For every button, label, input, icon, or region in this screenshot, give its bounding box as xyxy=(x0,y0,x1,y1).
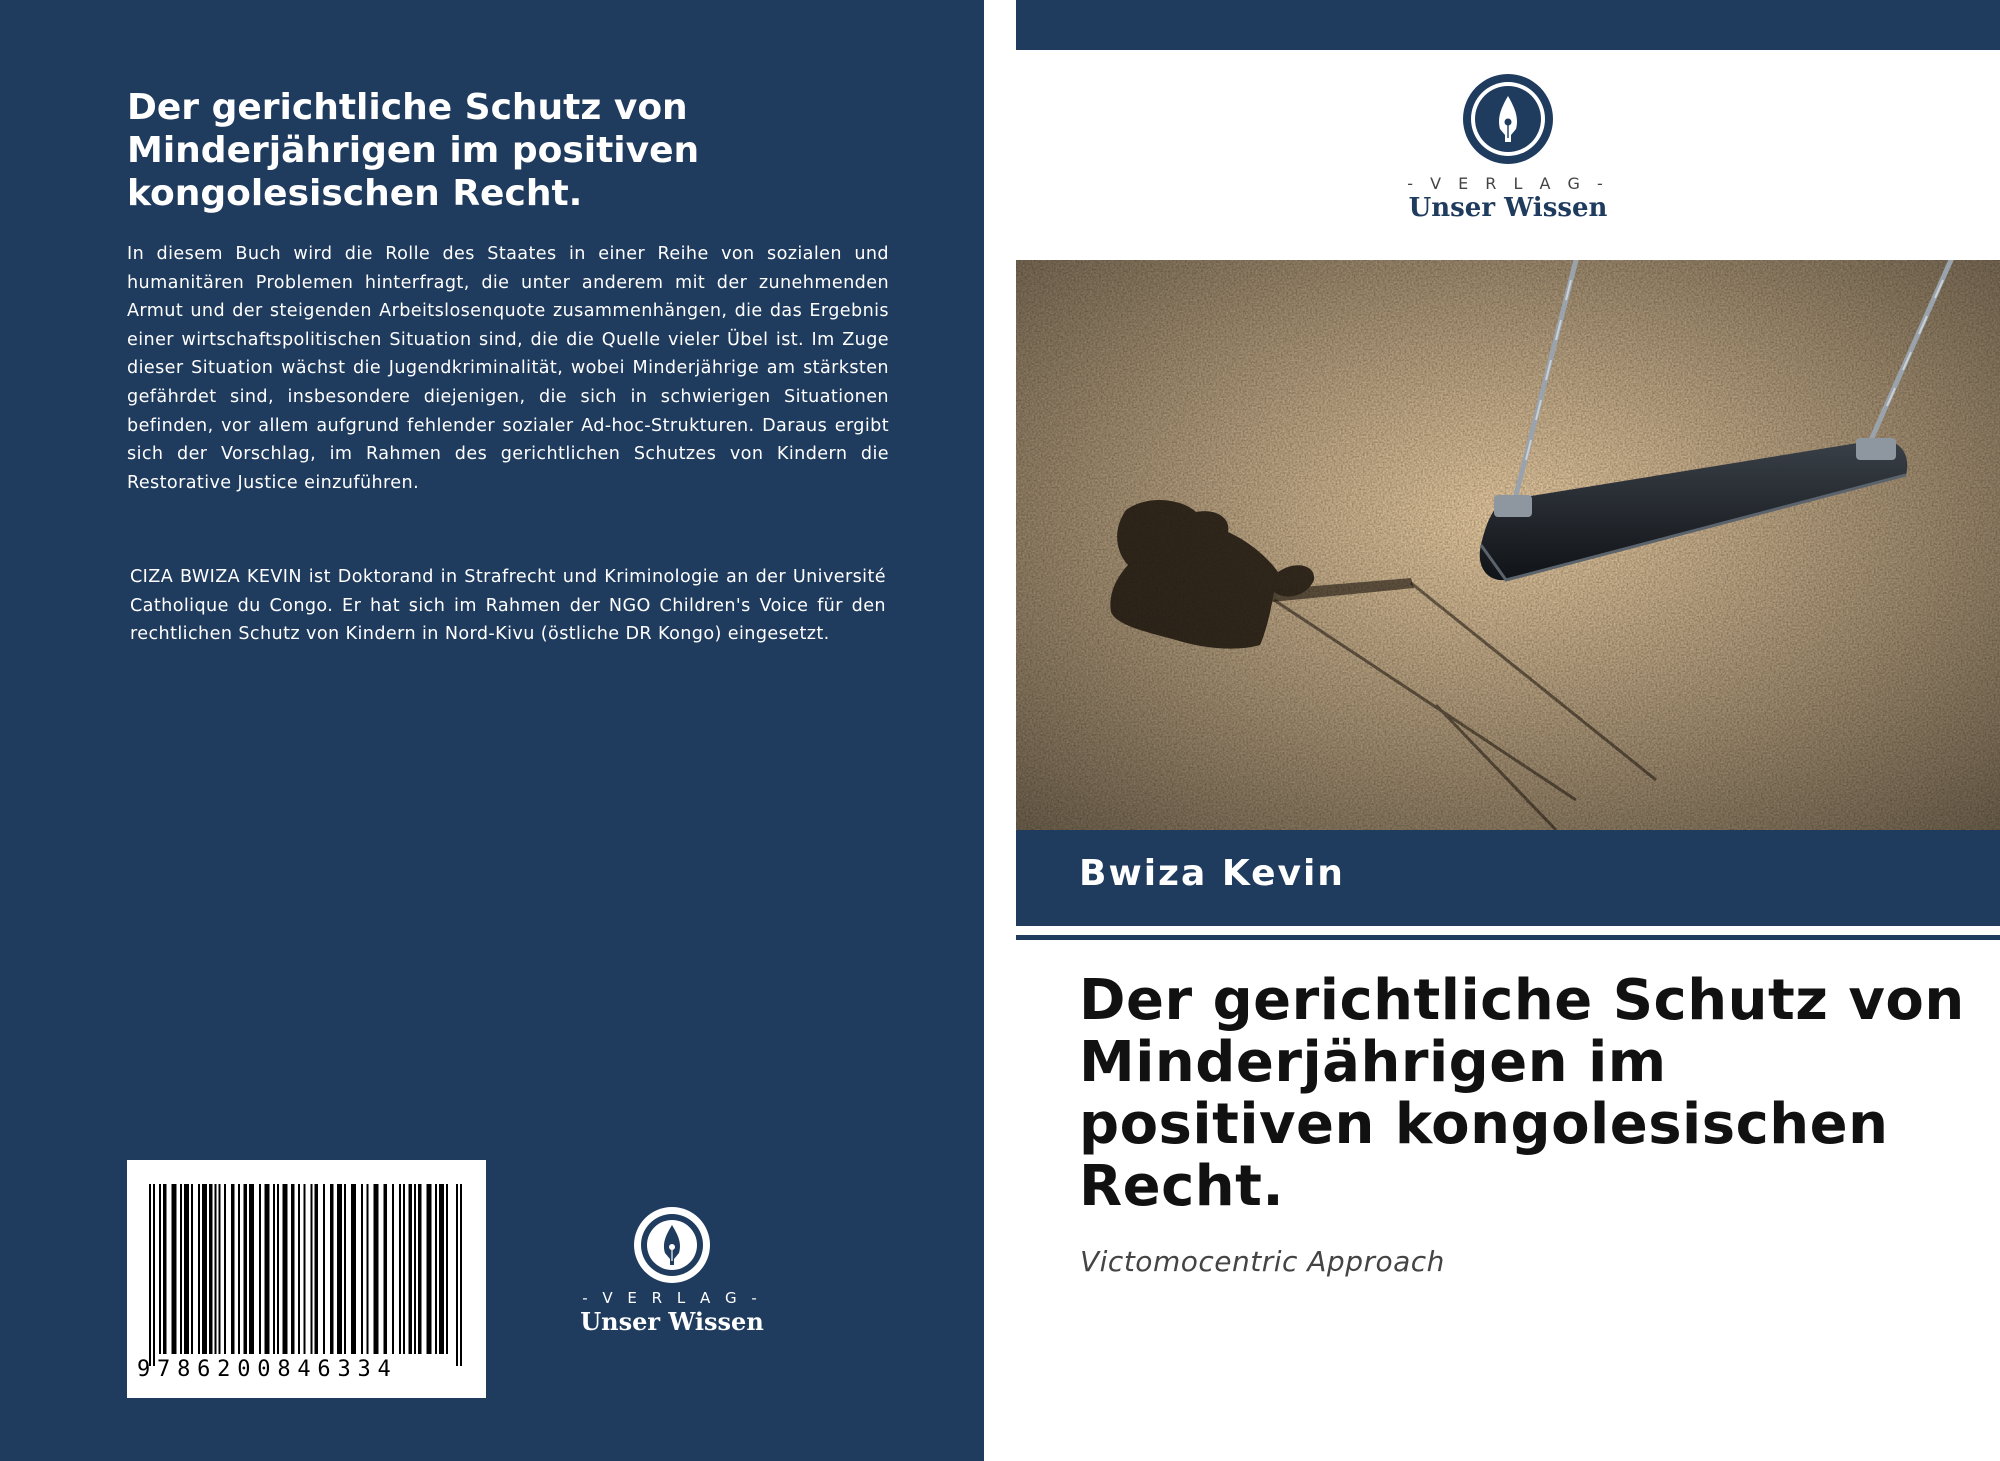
back-cover-title: Der gerichtliche Schutz von Minderjährigen im positiven kongolesischen Recht. xyxy=(127,87,700,214)
front-cover xyxy=(1016,0,2000,1461)
isbn-barcode xyxy=(127,1160,486,1398)
back-publisher-logo xyxy=(572,1205,772,1335)
author-bio: CIZA BWIZA KEVIN ist Doktorand in Strafrecht und Kriminologie an der Université Catholique du Congo. Er hat sich im Rahmen der NGO Children's Voice für den rechtlichen Schutz von Kindern in Nord-Kivu (östliche DR Kongo) eingesetzt. xyxy=(130,567,886,645)
subtitle: Victomocentric Approach xyxy=(1080,1245,1445,1278)
front-publisher-logo xyxy=(1358,72,1658,222)
isbn-number: 9786200846334 xyxy=(137,1357,398,1382)
fountain-pen-nib-icon xyxy=(1461,72,1555,166)
author-band xyxy=(1016,830,2000,926)
cover-photo-swing xyxy=(1016,260,2000,830)
back-cover-blurb: In diesem Buch wird die Rolle des Staates in einer Reihe von sozialen und humanitären Problemen hinterfragt, die unter anderem mit der zunehmenden Armut und der steigenden Arbeitslosenquote zusammenhängen, die das Ergebnis einer wirtschaftspolitischen Situation sind, die die Quelle vieler Übel ist. Im Zuge dieser Situation wächst die Jugendkriminalität, wobei Minderjährige am stärksten gefährdet sind, insbesondere diejenigen, die sich in schwierigen Situationen befinden, vor allem aufgrund fehlender sozialer Ad-hoc-Strukturen. Daraus ergibt sich der Vorschlag, im Rahmen des gerichtlichen Schutzes von Kindern die Restorative Justice einzuführen. xyxy=(127,244,889,493)
publisher-name: Unser Wissen xyxy=(580,1307,764,1336)
author-name: Bwiza Kevin xyxy=(1079,853,1345,894)
back-cover xyxy=(0,0,984,1461)
publisher-verlag-label: - V E R L A G - xyxy=(582,1289,762,1307)
front-top-bar xyxy=(1016,0,2000,50)
front-cover-title: Der gerichtliche Schutz von Minderjährigen im positiven kongolesischen Recht. xyxy=(1079,968,1965,1219)
divider-line xyxy=(1016,935,2000,940)
fountain-pen-nib-icon xyxy=(632,1205,712,1285)
publisher-verlag-label: - V E R L A G - xyxy=(1407,174,1609,193)
publisher-name: Unser Wissen xyxy=(1408,193,1608,223)
